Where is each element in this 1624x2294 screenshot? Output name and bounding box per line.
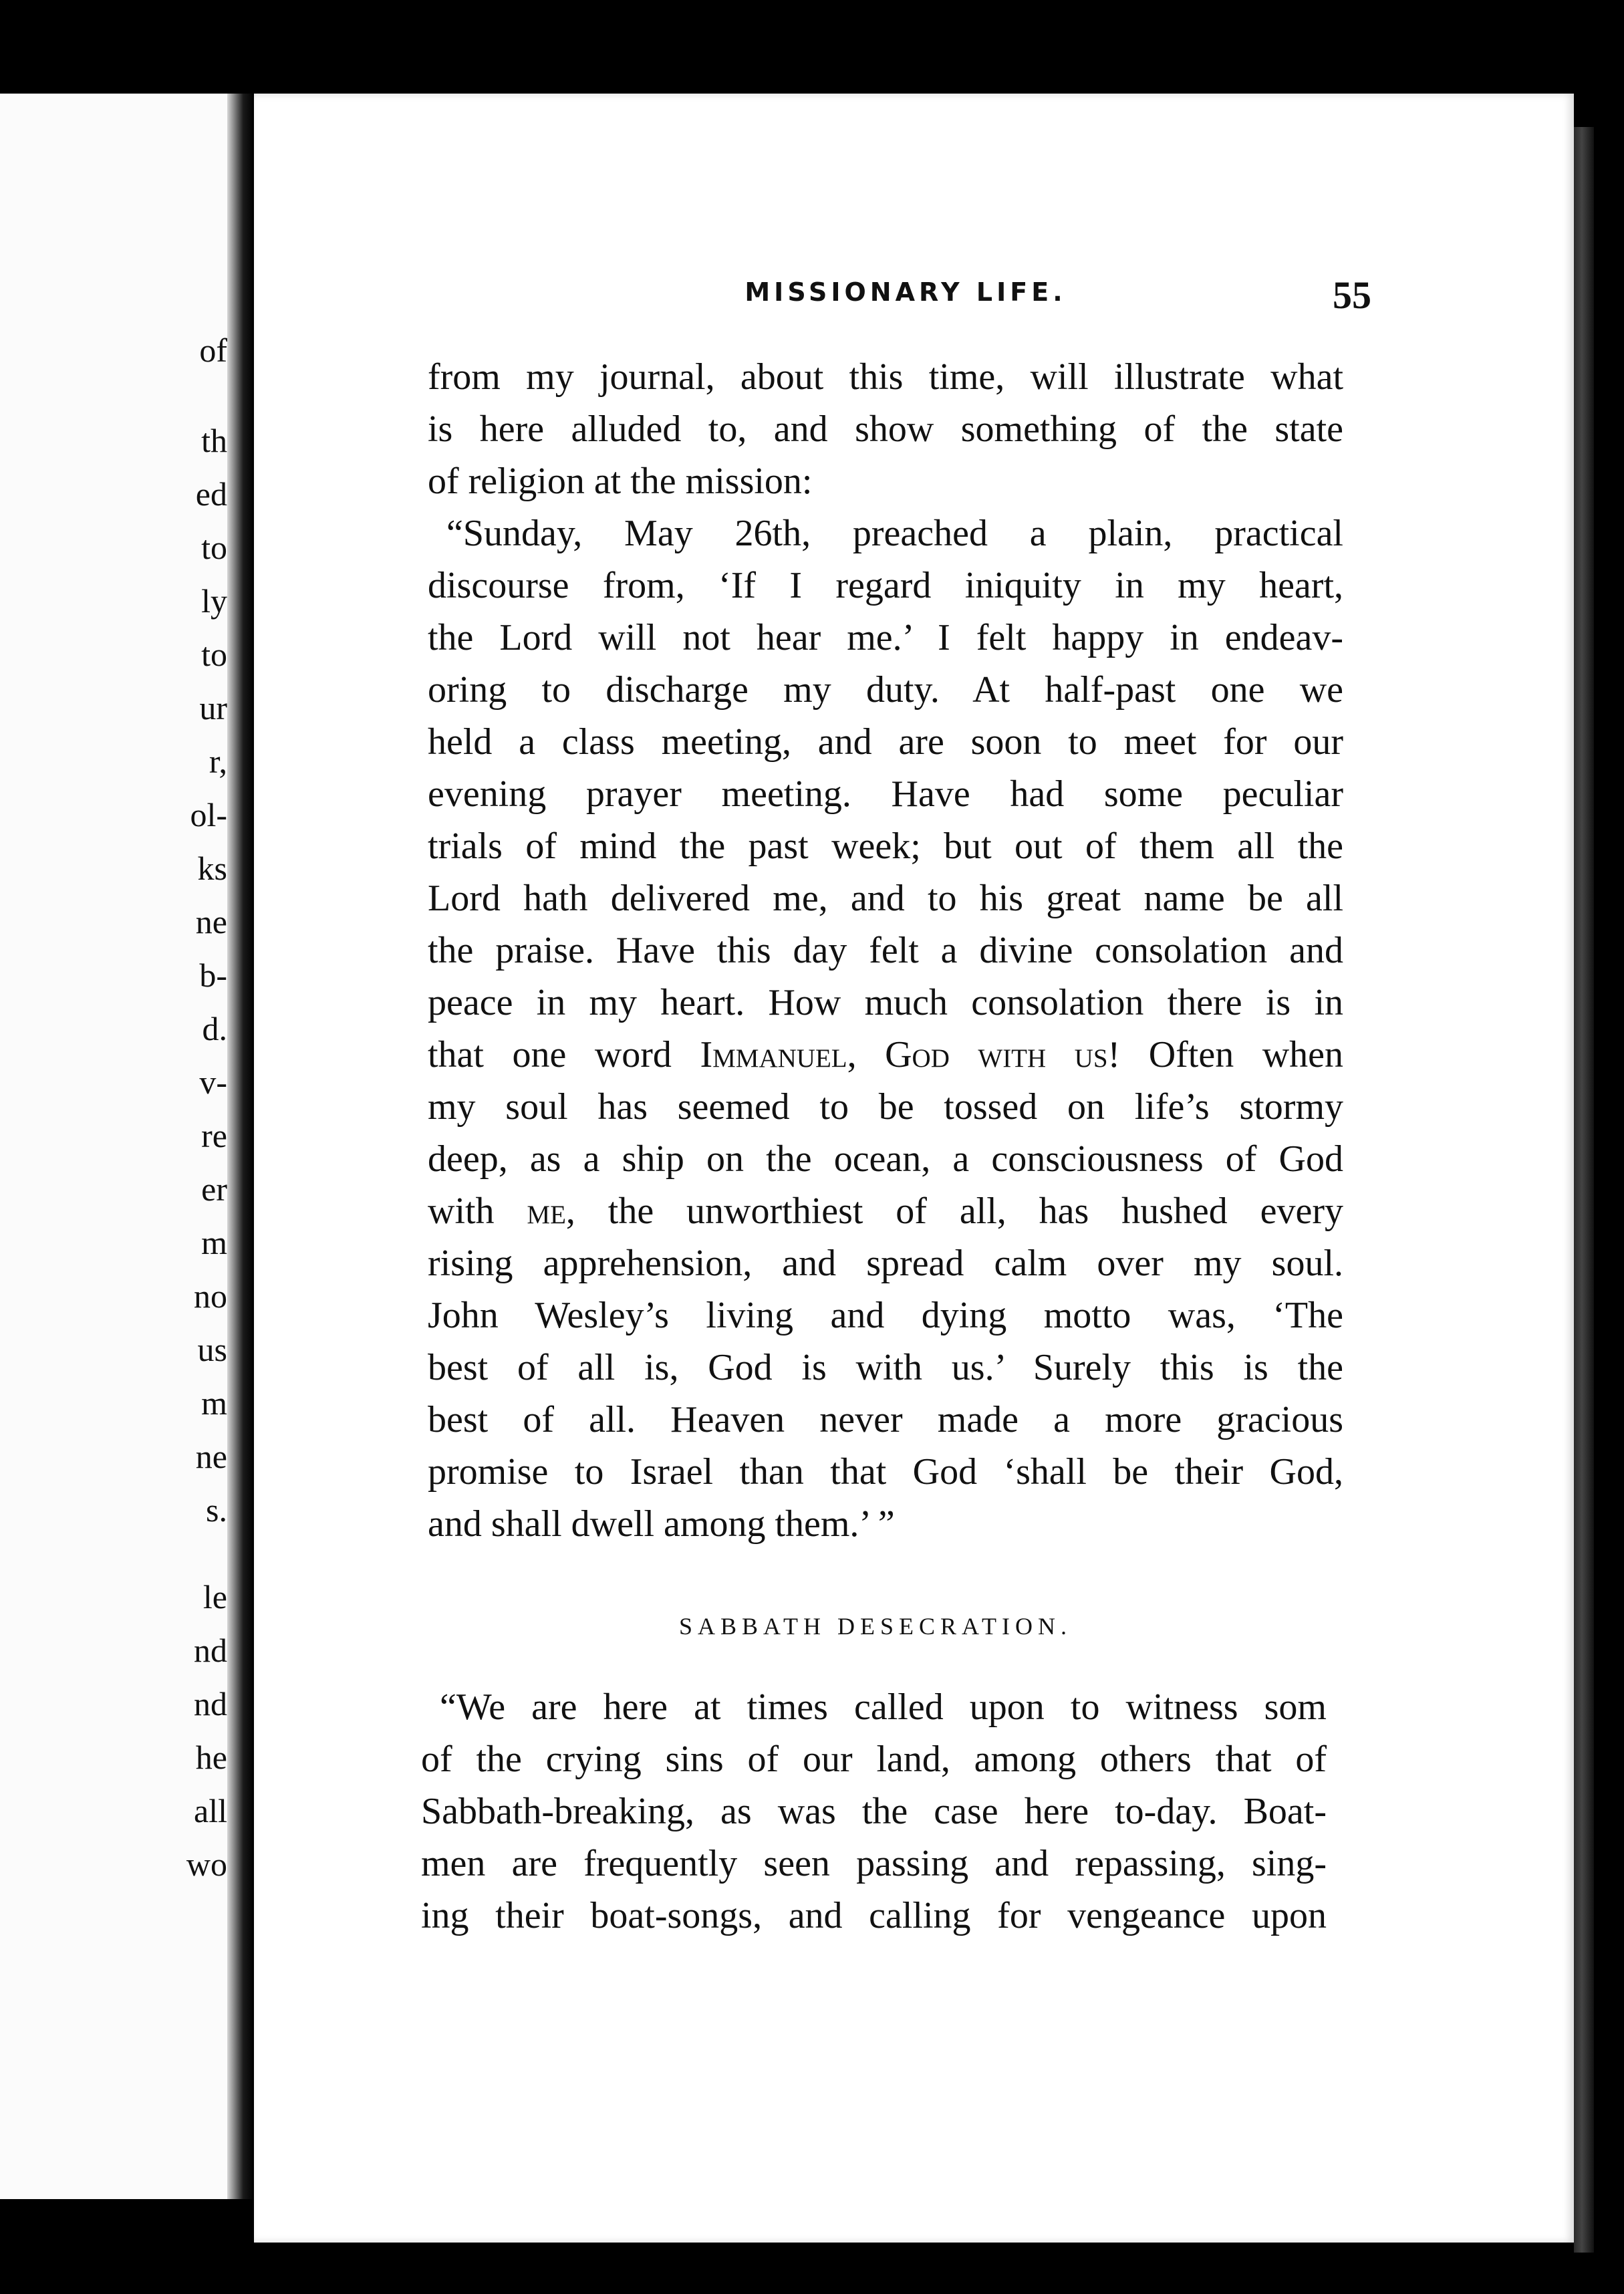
text-run: , the unworthiest of all, has hushed every (565, 1190, 1344, 1232)
body-text (428, 351, 1343, 1550)
journal-line (428, 1185, 1343, 1237)
text-line: is here alluded to, and show something of the state (428, 408, 1343, 450)
text-line: of religion at the mission: (428, 461, 813, 502)
fragment: b- (199, 957, 227, 994)
page-edge (1574, 127, 1594, 2253)
journal-line: promise to Israel than that God ‘shall be their God, (428, 1451, 1343, 1493)
journal-line: the Lord will not hear me.’ I felt happy in endeav- (428, 617, 1343, 658)
journal-line: best of all. Heaven never made a more gracious (428, 1399, 1343, 1440)
emphasis-small-caps: Immanuel, God with us! (700, 1034, 1121, 1075)
journal-line: and shall dwell among them.’ ” (428, 1503, 895, 1545)
fragment: us (197, 1331, 227, 1368)
fragment: th (201, 422, 227, 459)
text-line: ing their boat-songs, and calling for vengeance upon (421, 1895, 1327, 1936)
text-line: Sabbath-breaking, as was the case here to-day. Boat- (421, 1791, 1327, 1832)
fragment: s. (206, 1491, 227, 1529)
journal-line: discourse from, ‘If I regard iniquity in my heart, (428, 565, 1343, 606)
journal-line: best of all is, God is with us.’ Surely this is the (428, 1347, 1343, 1388)
journal-line (428, 1029, 1343, 1081)
page-number: 55 (1333, 273, 1371, 317)
journal-line: the praise. Have this day felt a divine consolation and (428, 930, 1343, 971)
journal-line: my soul has seemed to be tossed on life’s stormy (428, 1086, 1343, 1128)
text-run: Often when (1120, 1034, 1344, 1075)
fragment: to (201, 636, 227, 673)
text-line: of the crying sins of our land, among others that of (421, 1739, 1327, 1780)
book-gutter (227, 94, 254, 2199)
journal-line: held a class meeting, and are soon to meet for our (428, 721, 1343, 763)
fragment: he (195, 1739, 227, 1776)
fragment: ne (195, 903, 227, 940)
fragment: ur (199, 689, 227, 727)
facing-page (0, 94, 239, 2199)
emphasis-small-caps: me (527, 1190, 566, 1232)
fragment: nd (194, 1632, 227, 1669)
fragment: nd (194, 1685, 227, 1723)
text-line: “We are here at times called upon to witness som (440, 1686, 1327, 1728)
fragment: v- (199, 1063, 227, 1101)
fragment: le (202, 1578, 227, 1616)
journal-line: evening prayer meeting. Have had some peculiar (428, 773, 1343, 815)
journal-line: oring to discharge my duty. At half-past one we (428, 669, 1343, 711)
fragment: all (194, 1792, 227, 1829)
fragment: of (199, 332, 227, 369)
fragment: m (201, 1384, 227, 1422)
running-head: MISSIONARY LIFE. (745, 277, 1067, 307)
fragment: re (201, 1117, 227, 1154)
fragment: ol- (190, 796, 227, 834)
journal-line: deep, as a ship on the ocean, a consciousness of God (428, 1138, 1343, 1180)
fragment: m (201, 1224, 227, 1261)
fragment: er (201, 1170, 227, 1208)
fragment: d. (202, 1010, 227, 1047)
fragment: ed (195, 475, 227, 513)
journal-line: rising apprehension, and spread calm over my soul. (428, 1243, 1343, 1284)
fragment: no (194, 1277, 227, 1315)
body-text-section-2 (421, 1681, 1327, 1942)
text-run: with (428, 1190, 527, 1232)
fragment: to (201, 529, 227, 566)
fragment: ly (201, 582, 227, 620)
journal-line: Lord hath delivered me, and to his great name be all (428, 878, 1343, 919)
text-line: from my journal, about this time, will illustrate what (428, 356, 1343, 398)
journal-line: “Sunday, May 26th, preached a plain, practical (446, 513, 1343, 554)
journal-line: trials of mind the past week; but out of them all the (428, 825, 1343, 867)
fragment: ne (195, 1438, 227, 1475)
fragment: r, (209, 743, 227, 780)
text-run: that one word (428, 1034, 700, 1075)
fragment: ks (197, 850, 227, 887)
journal-line: peace in my heart. How much consolation there is in (428, 982, 1343, 1023)
fragment: wo (186, 1845, 227, 1883)
section-heading: SABBATH DESECRATION. (678, 1613, 1073, 1640)
text-line: men are frequently seen passing and repassing, sing- (421, 1843, 1327, 1884)
journal-line: John Wesley’s living and dying motto was, ‘The (428, 1295, 1343, 1336)
